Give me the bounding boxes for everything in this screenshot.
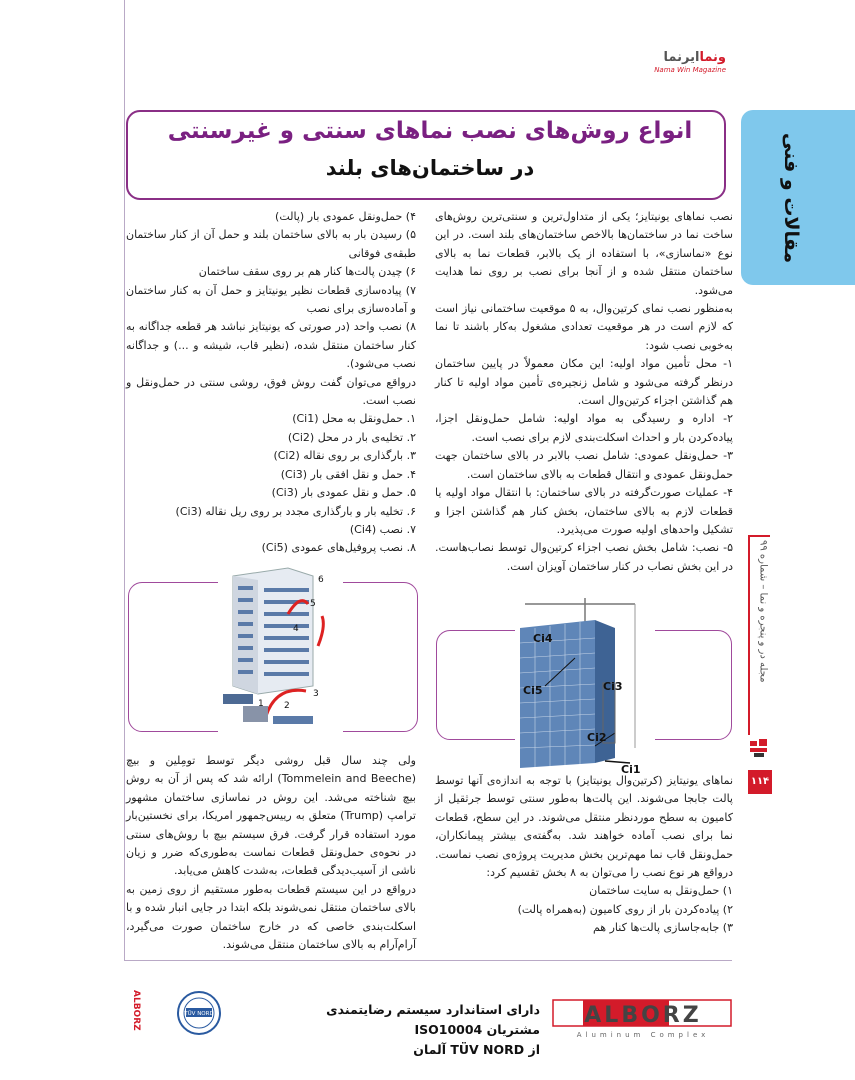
side-magazine-info (748, 540, 778, 710)
article-subtitle: در ساختمان‌های بلند (325, 156, 535, 180)
footer-divider (124, 960, 732, 961)
list-item: ۱) حمل‌ونقل به سایت ساختمان (589, 884, 733, 898)
figure-label: 5 (310, 599, 316, 609)
paragraph: ۲- اداره و رسیدگی به مواد اولیه: شامل حمل‌ونقل اجزا، پیاده‌کردن بار و احداث اسکلت‌بندی لازم برای نصب است. (435, 412, 733, 444)
paragraph: ولی چند سال قبل روشی دیگر توسط تومِلین و بیچ (Tommelein and Beeche) ارائه شد که پس از آن به روش بیچ شناخته می‌شد. این روش در نماسازی ساختمان مشهور ترامپ (Trump) متعلق به رییس‌جمهور امریکا، برای نخستین‌بار مورد استفاده قرار گرفت. فرق سیستم بیچ با روش‌های سنتی در نحوه‌ی حمل‌ونقل قطعات نماست به‌طوری‌که ضرر و زیان ناشی از آسیب‌دیدگی قطعات، به‌شدت کاهش می‌یابد. (126, 754, 416, 878)
left-column-bottom-text (126, 752, 416, 954)
logo-text (642, 50, 726, 65)
tuv-nord-seal (176, 990, 222, 1036)
magazine-issue-text: مجله در و پنجره و نما – شماره ۹۹ (757, 540, 769, 683)
list-item: ۶) چیدن پالت‌ها کنار هم بر روی سقف ساختمان (198, 265, 416, 279)
section-tab-label: مقالات و فنی (780, 132, 802, 263)
figure-label: Ci3 (603, 680, 623, 693)
list-item: ۲. تخلیه‌ی بار در محل (Ci2) (287, 430, 416, 444)
paragraph: نصب نماهای یونیتایز؛ یکی از متداول‌ترین و سنتی‌ترین روش‌های ساخت نما در ساختمان‌ها بالاخص ساختمان‌های بلند است. در این نوع «نماسازی»، با استفاده از یک بالابر، قطعات نما به بالای ساختمان منتقل شده و از آنجا برای نصب بر روی نما هدایت می‌شود. (435, 210, 733, 297)
right-column-text (435, 208, 733, 576)
logo-main: ایرنما (663, 50, 700, 65)
side-red-tick (748, 535, 770, 537)
figure-label: Ci5 (523, 684, 543, 697)
column-divider-vertical (124, 0, 125, 960)
figure-label: 6 (318, 575, 324, 585)
right-column-bottom-text (435, 772, 733, 938)
magazine-logo (642, 50, 726, 80)
figure-label: 2 (284, 701, 290, 711)
page-number: ۱۱۴ (748, 770, 772, 794)
cert-line-1: دارای استاندارد سیستم رضایتمندی مشتریان ISO10004 (326, 1002, 540, 1037)
paragraph: نماهای یونیتایز (کرتین‌وال یونیتایز) با توجه به اندازه‌ی آنها توسط پالت جابجا می‌شوند. این پالت‌ها به‌طور سنتی توسط جرثقیل از کامیون به سطح موردنظر منتقل می‌شوند. در این سطح، قطعات نما برای نصب آماده خواهند شد. به‌گفته‌ی بیشتر پیمانکاران، حمل‌ونقل قاب نما مهم‌ترین بخش مدیریت پروژه‌ی نصب نماست. درواقع هر نوع نصب را می‌توان به ۸ بخش تقسیم کرد: (435, 774, 733, 880)
paragraph: ۳- حمل‌ونقل عمودی: شامل نصب بالابر در بالای ساختمان جهت حمل‌ونقل عمودی و انتقال قطعات به بالای ساختمان است. (435, 449, 733, 481)
seal-text: TÜV NORD (184, 1011, 214, 1017)
paragraph: به‌منظور نصب نمای کرتین‌وال، به ۵ موقعیت ساختمانی نیاز است که لازم است در هر موقعیت تعدادی مشغول به‌کار باشند تا نما به‌خوبی نصب شود: (435, 302, 733, 352)
magazine-icon (748, 737, 772, 759)
certification-text (300, 1000, 540, 1060)
paragraph: درواقع می‌توان گفت روش فوق، روشی سنتی در حمل‌ونقل و نصب است. (126, 375, 416, 408)
list-item: ۵) رسیدن بار به بالای ساختمان بلند و حمل آن از کنار ساختمان طبقه‌ی فوقانی (126, 228, 416, 260)
figure-label: Ci2 (587, 731, 607, 744)
cert-line-2: از TÜV NORD آلمان (413, 1042, 540, 1057)
paragraph: ۱- محل تأمین مواد اولیه: این مکان معمولاً در پایین ساختمان درنظر گرفته می‌شود و شامل زنجیره‌ی تأمین مواد اولیه تا کنار هم گذاشتن اجزاء کرتین‌وال است. (435, 357, 733, 408)
list-item: ۲) پیاده‌کردن بار از روی کامیون (به‌همراه پالت) (517, 902, 733, 916)
brand-subtitle: Aluminum Complex (576, 1031, 710, 1039)
vendor-text: ALBORZ (131, 990, 141, 1031)
paragraph: ۴- عملیات صورت‌گرفته در بالای ساختمان: با انتقال مواد اولیه یا قطعات لازم به بالای ساختمان، بخش کنار هم گذاشتن اجزا و تشکیل واحدهای اولیه صورت می‌پذیرد. (435, 486, 733, 536)
section-tab (741, 110, 855, 285)
figure-label: 4 (293, 624, 299, 634)
list-item: ۴. حمل و نقل افقی بار (Ci3) (280, 467, 416, 481)
logo-accent: ونما (699, 50, 726, 65)
alborz-logo (553, 996, 733, 1040)
paragraph: ۵- نصب: شامل بخش نصب اجزاء کرتین‌وال توسط نصاب‌هاست. در این بخش نصاب در کنار ساختمان آویزان است. (435, 541, 733, 573)
paragraph: درواقع در این سیستم قطعات به‌طور مستقیم از روی زمین به بالای ساختمان منتقل نمی‌شوند بلکه ابتدا در جایی انبار شده و با اسکلت‌بندی خاصی که در خارج ساختمان صورت می‌گیرد، آرام‌آرام به بالای ساختمان منتقل می‌شوند. (126, 882, 416, 952)
figure-label: 1 (258, 699, 264, 709)
brand-name: ALBORZ (584, 1003, 702, 1028)
curtain-wall-building-figure (515, 598, 655, 778)
list-item: ۷. نصب (Ci4) (349, 522, 416, 536)
left-column-text (126, 208, 416, 558)
vendor-vertical-mark (124, 988, 141, 1046)
list-item: ۴) حمل‌ونقل عمودی بار (پالت) (275, 210, 416, 223)
list-item: ۸. نصب پروفیل‌های عمودی (Ci5) (261, 541, 416, 555)
list-item: ۶. تخلیه بار و بارگذاری مجدد بر روی ریل نقاله (Ci3) (175, 504, 416, 518)
figure-label: Ci1 (621, 763, 641, 776)
list-item: ۷) پیاده‌سازی قطعات نظیر یونیتایز و حمل آن به کنار ساختمان و آماده‌سازی برای نصب (126, 283, 416, 316)
beeche-method-figure (218, 566, 343, 744)
figure-label: 3 (313, 689, 319, 699)
list-item: ۳. بارگذاری بر روی نقاله (Ci2) (273, 449, 416, 463)
list-item: ۵. حمل و نقل عمودی بار (Ci3) (271, 486, 416, 500)
list-item: ۱. حمل‌ونقل به محل (Ci1) (292, 412, 416, 426)
list-item: ۳) جابه‌جاسازی پالت‌ها کنار هم (592, 921, 733, 935)
logo-english: Nama Win Magazine (654, 66, 726, 74)
figure-label: Ci4 (533, 632, 553, 645)
article-title: انواع روش‌های نصب نماهای سنتی و غیرسنتی (167, 118, 693, 144)
list-item: ۸) نصب واحد (در صورتی که یونیتایز نباشد هر قطعه جداگانه به کنار ساختمان منتقل شده، (نظیر قاب، شیشه و ...) و جداگانه نصب می‌شود). (126, 320, 416, 371)
